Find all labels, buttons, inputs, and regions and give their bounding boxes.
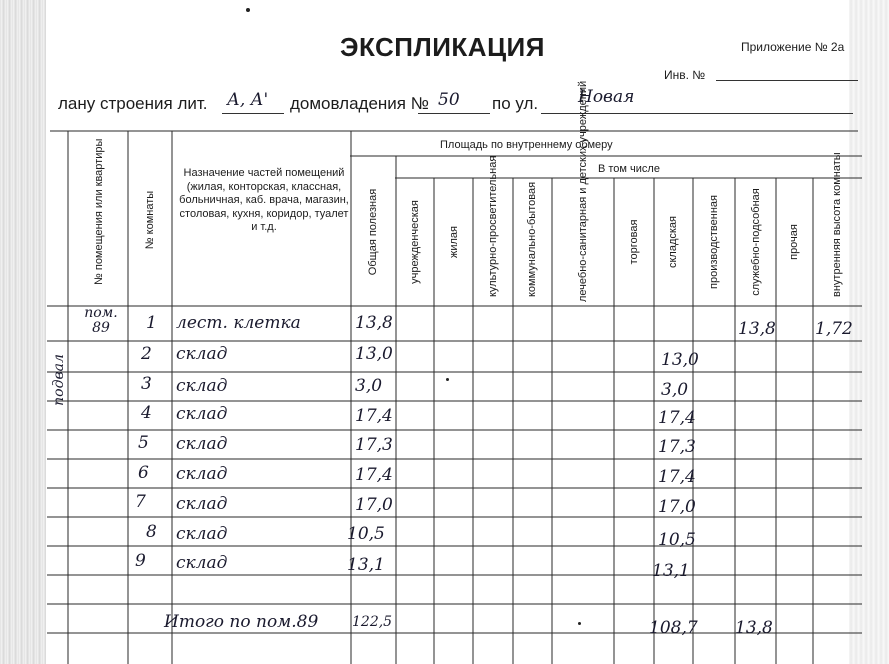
room-warehouse-area: 13,0 [661, 350, 699, 370]
header-room: № комнаты [144, 190, 156, 250]
room-warehouse-area: 17,4 [658, 408, 696, 428]
header-sub-industrial: производственная [708, 195, 720, 289]
floor-label: подвал [51, 354, 67, 406]
room-warehouse-area: 17,4 [658, 467, 696, 487]
room-total-area: 3,0 [355, 376, 383, 396]
room-total-area: 13,8 [355, 313, 393, 333]
room-purpose: склад [176, 434, 228, 454]
room-number: 5 [138, 433, 149, 453]
header-sub-communal: коммунально-бытовая [526, 181, 538, 297]
area-group-header: Площадь по внутреннему обмеру [440, 139, 613, 151]
room-warehouse-area: 13,1 [652, 561, 690, 581]
room-number: 7 [135, 492, 146, 512]
room-total-area: 17,4 [355, 406, 393, 426]
appendix-label: Приложение № 2а [741, 40, 845, 54]
room-purpose: склад [176, 344, 228, 364]
room-number: 8 [146, 522, 157, 542]
header-sub-cultural: культурно-просветительная [487, 155, 499, 297]
room-warehouse-area: 17,0 [658, 497, 696, 517]
room-purpose: склад [176, 464, 228, 484]
room-total-area: 17,4 [355, 465, 393, 485]
room-warehouse-area: 17,3 [658, 437, 696, 457]
header-sub-other: прочая [788, 224, 800, 260]
total-label: Итого по пом.89 [164, 612, 319, 632]
street-label: по ул. [492, 94, 539, 113]
room-total-area: 13,1 [347, 555, 385, 575]
room-purpose: склад [176, 553, 228, 573]
document-title: ЭКСПЛИКАЦИЯ [340, 32, 545, 62]
room-warehouse-area: 3,0 [661, 380, 689, 400]
header-sub-height: внутренняя высота комнаты [831, 152, 843, 297]
header-sub-service: служебно-подсобная [750, 188, 762, 296]
room-number: 2 [141, 344, 152, 364]
header-sub-institutional: учрежденческая [409, 200, 421, 284]
header-sub-warehouse: складская [667, 215, 679, 269]
total-service-area: 13,8 [735, 618, 773, 638]
room-number: 9 [135, 551, 146, 571]
scan-speck [578, 622, 581, 625]
room-number: 4 [141, 403, 152, 423]
household-label: домовладения № [290, 94, 429, 113]
room-total-area: 17,3 [355, 435, 393, 455]
header-total: Общая полезная [367, 188, 379, 276]
room-warehouse-area: 10,5 [658, 530, 696, 550]
header-sub-trade: торговая [628, 219, 640, 265]
room-total-area: 17,0 [355, 495, 393, 515]
room-purpose: склад [176, 404, 228, 424]
header-premises: № помещения или квартиры [93, 138, 105, 285]
household-number: 50 [438, 90, 460, 110]
total-area: 122,5 [352, 614, 393, 630]
room-total-area: 13,0 [355, 344, 393, 364]
room-purpose: склад [176, 494, 228, 514]
room-purpose: лест. клетка [176, 313, 301, 333]
lit-value: А, А' [227, 90, 269, 110]
room-total-area: 10,5 [347, 524, 385, 544]
room-purpose: склад [176, 524, 228, 544]
header-sub-medical: лечебно-санитарная и детских учреждений [577, 80, 589, 302]
room-number: 1 [146, 313, 157, 333]
room-number: 3 [141, 374, 152, 394]
total-warehouse-area: 108,7 [649, 618, 698, 638]
room-height: 1,72 [815, 319, 853, 339]
header-sub-residential: жилая [448, 226, 460, 258]
subgroup-header: В том числе [598, 163, 660, 175]
premises-number: пом. 89 [84, 305, 118, 336]
scan-speck [446, 378, 449, 381]
room-service-area: 13,8 [738, 319, 776, 339]
street-value: Новая [578, 87, 635, 107]
header-purpose: Назначение частей помещений (жилая, конторская, классная, больничная, каб. врача, магазин, столовая, кухня, коридор, туалет и т.д. [179, 167, 349, 233]
inventory-label: Инв. № [664, 68, 706, 82]
room-purpose: склад [176, 376, 228, 396]
plan-prefix: лану строения лит. [58, 94, 208, 113]
room-number: 6 [138, 463, 149, 483]
